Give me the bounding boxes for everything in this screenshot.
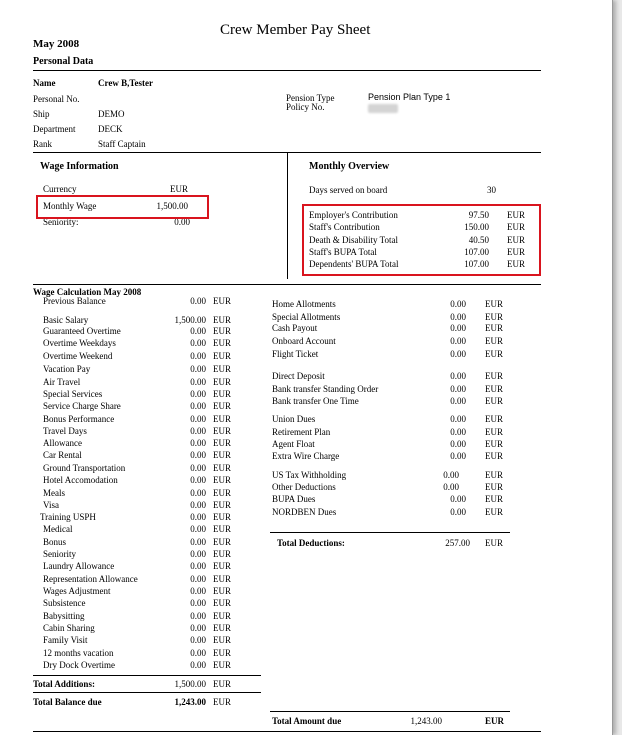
addition-row-currency: EUR (213, 338, 231, 348)
addition-row-label: Bonus Performance (43, 414, 115, 424)
addition-row-label: Subsistence (43, 598, 86, 608)
addition-row-label: Medical (43, 524, 73, 534)
deduction-row-value: 0.00 (450, 451, 466, 461)
currency-label: Currency (43, 184, 77, 194)
addition-row-label: Special Services (43, 389, 103, 399)
addition-row-value: 0.00 (190, 524, 206, 534)
total-amount-label: Total Amount due (272, 716, 342, 726)
addition-row-value: 0.00 (190, 438, 206, 448)
addition-row-label: Training USPH (40, 512, 96, 522)
seniority-label: Seniority: (43, 217, 79, 227)
total-deductions-currency: EUR (485, 538, 503, 548)
divider (33, 70, 541, 71)
deduction-row-value: 0.00 (450, 427, 466, 437)
personal-no-label: Personal No. (33, 94, 80, 104)
addition-row-value: 0.00 (190, 561, 206, 571)
total-balance-value: 1,243.00 (174, 697, 206, 707)
addition-row-currency: EUR (213, 450, 231, 460)
addition-row-currency: EUR (213, 475, 231, 485)
days-served-value: 30 (487, 185, 496, 195)
overview-row-currency: EUR (507, 222, 525, 233)
ship-label: Ship (33, 109, 50, 119)
deduction-row-value: 0.00 (450, 494, 466, 504)
overview-row-currency: EUR (507, 246, 525, 257)
addition-row-currency: EUR (213, 623, 231, 633)
overview-row-label: Death & Disability Total (309, 234, 398, 245)
deduction-row-value: 0.00 (450, 384, 466, 394)
deduction-row-currency: EUR (485, 336, 503, 346)
addition-row-label: Guaranteed Overtime (43, 326, 121, 336)
deduction-row-label: Home Allotments (272, 299, 336, 309)
addition-row-value: 0.00 (190, 549, 206, 559)
addition-row-value: 0.00 (190, 488, 206, 498)
deduction-row-label: BUPA Dues (272, 494, 316, 504)
deduction-row-currency: EUR (485, 384, 503, 394)
deduction-row-currency: EUR (485, 482, 503, 492)
redacted-policy-number (368, 104, 398, 113)
addition-row-currency: EUR (213, 426, 231, 436)
total-additions-currency: EUR (213, 679, 231, 689)
overview-row-value: 107.00 (464, 259, 489, 270)
addition-row-value: 0.00 (190, 426, 206, 436)
addition-row-label: Family Visit (43, 635, 88, 645)
addition-row-label: Overtime Weekend (43, 351, 113, 361)
divider (33, 284, 541, 285)
addition-row-label: Dry Dock Overtime (43, 660, 115, 670)
addition-row-value: 0.00 (190, 414, 206, 424)
rank-label: Rank (33, 139, 52, 149)
deduction-row-value: 0.00 (450, 507, 466, 517)
addition-row-currency: EUR (213, 648, 231, 658)
deduction-row-value: 0.00 (450, 439, 466, 449)
monthly-wage-label: Monthly Wage (43, 201, 97, 211)
addition-row-value: 0.00 (190, 463, 206, 473)
addition-row-label: Bonus (43, 537, 67, 547)
addition-row-currency: EUR (213, 326, 231, 336)
deduction-row-label: NORDBEN Dues (272, 507, 337, 517)
addition-row-currency: EUR (213, 377, 231, 387)
addition-row-value: 0.00 (190, 500, 206, 510)
deduction-row-currency: EUR (485, 299, 503, 309)
divider (270, 711, 510, 712)
deduction-row-label: Bank transfer Standing Order (272, 384, 379, 394)
addition-row-value: 0.00 (190, 389, 206, 399)
monthly-overview-heading: Monthly Overview (309, 161, 390, 172)
addition-row-value: 0.00 (190, 574, 206, 584)
addition-row-currency: EUR (213, 364, 231, 374)
addition-row-currency: EUR (213, 586, 231, 596)
monthly-wage-highlight (36, 195, 209, 219)
addition-row-currency: EUR (213, 537, 231, 547)
deduction-row-value: 0.00 (450, 299, 466, 309)
addition-row-currency: EUR (213, 611, 231, 621)
addition-row-currency: EUR (213, 574, 231, 584)
monthly-wage-value: 1,500.00 (156, 201, 188, 211)
deduction-row-currency: EUR (485, 349, 503, 359)
name-value: Crew B,Tester (98, 78, 153, 88)
addition-row-currency: EUR (213, 351, 231, 361)
deduction-row-currency: EUR (485, 507, 503, 517)
addition-row-currency: EUR (213, 438, 231, 448)
addition-row-value: 0.00 (190, 475, 206, 485)
addition-row-label: Representation Allowance (43, 574, 138, 584)
addition-row-label: Babysitting (43, 611, 85, 621)
total-balance-currency: EUR (213, 697, 231, 707)
addition-row-currency: EUR (213, 463, 231, 473)
addition-row-currency: EUR (213, 635, 231, 645)
deduction-row-currency: EUR (485, 470, 503, 480)
deduction-row-value: 0.00 (450, 323, 466, 333)
addition-row-label: Visa (43, 500, 59, 510)
addition-row-currency: EUR (213, 389, 231, 399)
column-divider (287, 152, 288, 279)
deduction-row-currency: EUR (485, 371, 503, 381)
addition-row-value: 0.00 (190, 648, 206, 658)
addition-row-label: Cabin Sharing (43, 623, 95, 633)
personal-data-heading: Personal Data (33, 56, 94, 67)
addition-row-label: Hotel Accomodation (43, 475, 118, 485)
overview-row-currency: EUR (507, 259, 525, 270)
days-served-label: Days served on board (309, 185, 388, 195)
addition-row-currency: EUR (213, 524, 231, 534)
overview-row-currency: EUR (507, 234, 525, 245)
overview-row-label: Staff's Contribution (309, 222, 380, 233)
addition-row-label: Allowance (43, 438, 82, 448)
deduction-row-value: 0.00 (450, 312, 466, 322)
addition-row-value: 0.00 (190, 598, 206, 608)
deduction-row-value: 0.00 (443, 470, 459, 480)
bottom-rule (33, 731, 541, 732)
addition-row-value: 0.00 (190, 611, 206, 621)
overview-row-currency: EUR (507, 210, 525, 220)
deduction-row-label: Direct Deposit (272, 371, 325, 381)
currency-value: EUR (170, 184, 188, 194)
overview-row-value: 97.50 (468, 210, 489, 220)
total-deductions-value: 257.00 (445, 538, 470, 548)
addition-row-currency: EUR (213, 401, 231, 411)
deduction-row-label: Other Deductions (272, 482, 336, 492)
deduction-row-label: Union Dues (272, 414, 316, 424)
addition-row-label: Meals (43, 488, 65, 498)
pension-type-label: Pension Type (286, 93, 335, 103)
total-amount-currency: EUR (485, 716, 505, 726)
addition-row-label: Service Charge Share (43, 401, 121, 411)
addition-row-currency: EUR (213, 315, 231, 325)
addition-row-value: 0.00 (190, 351, 206, 361)
addition-row-value: 0.00 (190, 377, 206, 387)
overview-row-value: 150.00 (464, 222, 489, 233)
deduction-row-label: Flight Ticket (272, 349, 319, 359)
addition-row-currency: EUR (213, 512, 231, 522)
deduction-row-value: 0.00 (450, 396, 466, 406)
addition-row-value: 0.00 (190, 512, 206, 522)
addition-row-value: 0.00 (190, 586, 206, 596)
deduction-row-label: Special Allotments (272, 312, 341, 322)
total-balance-label: Total Balance due (33, 697, 102, 707)
deduction-row-label: US Tax Withholding (272, 470, 347, 480)
deduction-row-value: 0.00 (450, 349, 466, 359)
total-amount-value: 1,243.00 (410, 716, 442, 726)
name-label: Name (33, 78, 56, 88)
addition-row-value: 0.00 (190, 401, 206, 411)
divider (33, 675, 261, 676)
overview-row-label: Staff's BUPA Total (309, 246, 377, 257)
addition-row-label: Overtime Weekdays (43, 338, 116, 348)
addition-row-currency: EUR (213, 500, 231, 510)
addition-row-currency: EUR (213, 296, 231, 306)
deduction-row-currency: EUR (485, 414, 503, 424)
deduction-row-currency: EUR (485, 451, 503, 461)
addition-row-label: Basic Salary (43, 315, 89, 325)
addition-row-currency: EUR (213, 598, 231, 608)
deduction-row-label: Bank transfer One Time (272, 396, 359, 406)
addition-row-value: 1,500.00 (174, 315, 206, 325)
deduction-row-value: 0.00 (450, 371, 466, 381)
page-title: Crew Member Pay Sheet (220, 22, 371, 38)
deduction-row-currency: EUR (485, 427, 503, 437)
deduction-row-currency: EUR (485, 396, 503, 406)
deduction-row-label: Onboard Account (272, 336, 336, 346)
addition-row-label: Travel Days (43, 426, 87, 436)
deduction-row-label: Retirement Plan (272, 427, 331, 437)
overview-row-value: 107.00 (464, 246, 489, 257)
deduction-row-currency: EUR (485, 439, 503, 449)
pension-type-value: Pension Plan Type 1 (368, 92, 451, 102)
rank-value: Staff Captain (98, 139, 146, 149)
addition-row-label: Car Rental (43, 450, 82, 460)
deduction-row-value: 0.00 (443, 482, 459, 492)
addition-row-label: Wages Adjustment (43, 586, 111, 596)
addition-row-value: 0.00 (190, 450, 206, 460)
addition-row-currency: EUR (213, 488, 231, 498)
period: May 2008 (33, 38, 80, 50)
addition-row-value: 0.00 (190, 364, 206, 374)
addition-row-currency: EUR (213, 660, 231, 670)
deduction-row-currency: EUR (485, 312, 503, 322)
addition-row-label: 12 months vacation (43, 648, 114, 658)
total-additions-label: Total Additions: (33, 679, 95, 689)
contributions-highlight (302, 204, 541, 276)
deduction-row-currency: EUR (485, 494, 503, 504)
addition-row-currency: EUR (213, 414, 231, 424)
divider (270, 532, 510, 533)
addition-row-label: Air Travel (43, 377, 81, 387)
deduction-row-label: Extra Wire Charge (272, 451, 340, 461)
addition-row-value: 0.00 (190, 635, 206, 645)
divider (33, 692, 261, 693)
overview-row-value: 40.50 (468, 234, 489, 245)
addition-row-currency: EUR (213, 549, 231, 559)
addition-row-value: 0.00 (190, 623, 206, 633)
deduction-row-value: 0.00 (450, 336, 466, 346)
policy-no-label: Policy No. (286, 102, 325, 112)
addition-row-value: 0.00 (190, 660, 206, 670)
addition-row-value: 0.00 (190, 326, 206, 336)
overview-row-label: Employer's Contribution (309, 210, 398, 220)
deduction-row-label: Agent Float (272, 439, 315, 449)
seniority-value: 0.00 (174, 217, 190, 227)
addition-row-currency: EUR (213, 561, 231, 571)
addition-row-label: Seniority (43, 549, 76, 559)
ship-value: DEMO (98, 109, 125, 119)
department-label: Department (33, 124, 76, 134)
department-value: DECK (98, 124, 123, 134)
wage-calc-heading: Wage Calculation May 2008 (33, 287, 142, 297)
addition-row-label: Vacation Pay (43, 364, 91, 374)
addition-row-label: Previous Balance (43, 296, 106, 306)
addition-row-value: 0.00 (190, 296, 206, 306)
wage-info-heading: Wage Information (40, 161, 119, 172)
deduction-row-value: 0.00 (450, 414, 466, 424)
addition-row-label: Ground Transportation (43, 463, 126, 473)
addition-row-value: 0.00 (190, 537, 206, 547)
addition-row-label: Laundry Allowance (43, 561, 115, 571)
total-deductions-label: Total Deductions: (277, 538, 345, 548)
deduction-row-currency: EUR (485, 323, 503, 333)
overview-row-label: Dependents' BUPA Total (309, 259, 399, 270)
total-additions-value: 1,500.00 (174, 679, 206, 689)
addition-row-value: 0.00 (190, 338, 206, 348)
deduction-row-label: Cash Payout (272, 323, 318, 333)
